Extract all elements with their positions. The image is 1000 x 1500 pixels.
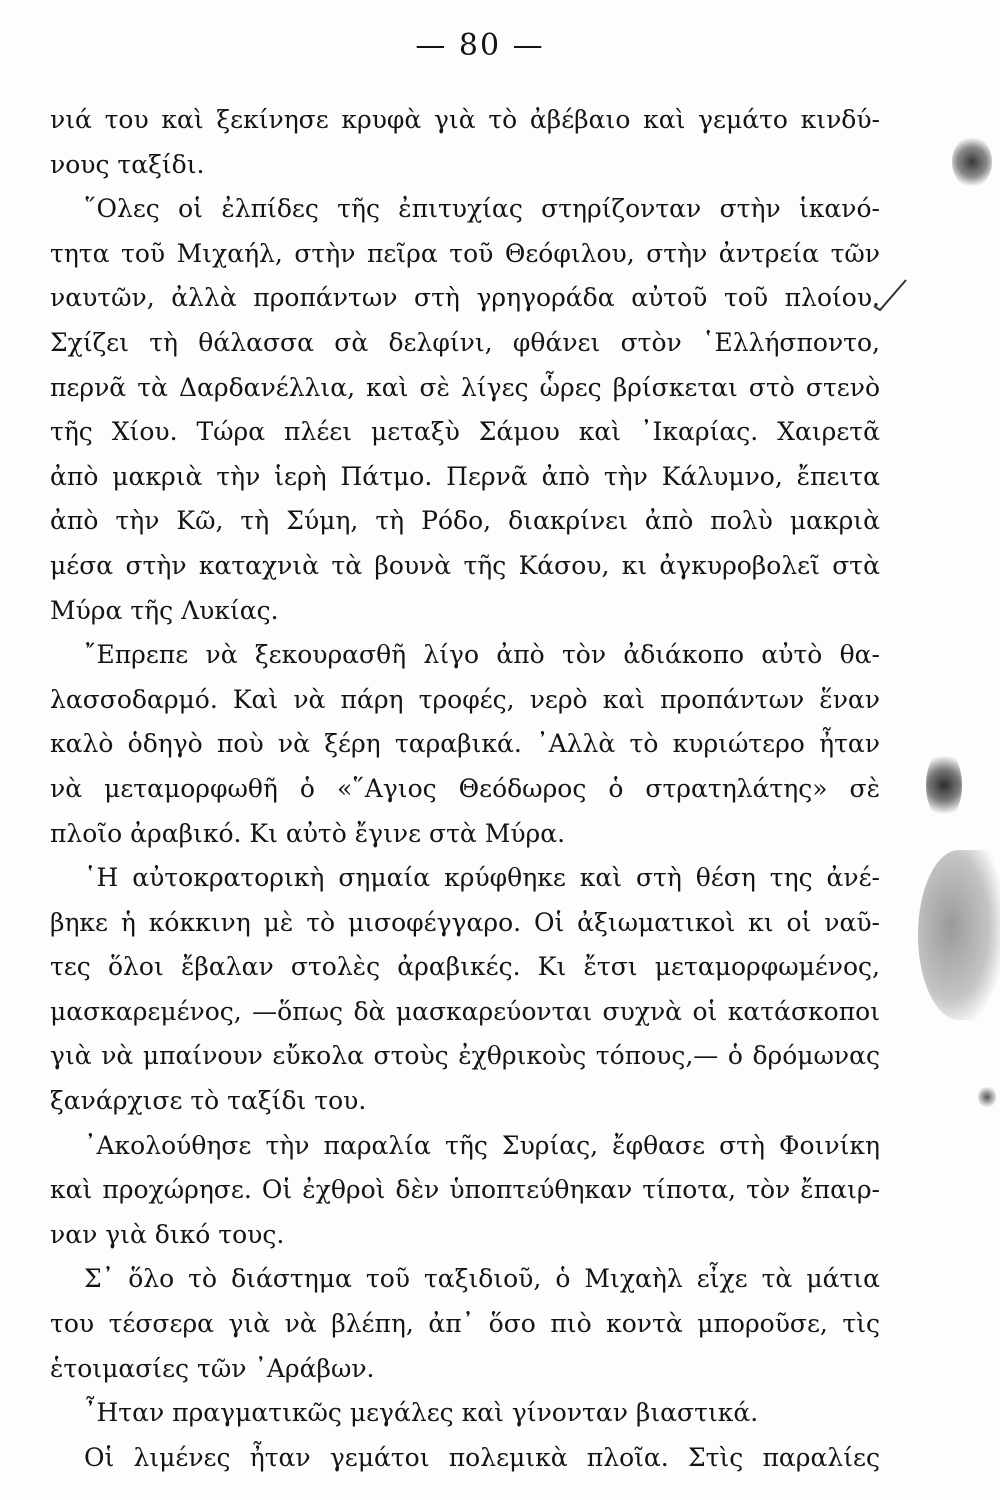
text-line: ᾿Ακολούθησε τὴν παραλία τῆς Συρίας, ἔφθασε στὴ Φοινίκη [84,1130,880,1160]
body-text [50,98,880,1480]
text-line: τες ὅλοι ἔβαλαν στολὲς ἀραβικές. Κι ἔτσι μεταμορφωμένος, [50,952,880,982]
text-line: γιὰ νὰ μπαίνουν εὔκολα στοὺς ἐχθρικοὺς τόπους,— ὁ δρόμωνας [50,1041,880,1071]
text-line: ἀπὸ τὴν Κῶ, τὴ Σύμη, τὴ Ρόδο, διακρίνει ἀπὸ πολὺ μακριὰ [50,506,880,536]
ink-stain [926,750,962,820]
text-line: ἀπὸ μακριὰ τὴν ἱερὴ Πάτμο. Περνᾶ ἀπὸ τὴν Κάλυμνο, ἔπειτα [50,461,880,491]
text-line: νὰ μεταμορφωθῆ ὁ «῞Αγιος Θεόδωρος ὁ στρατηλάτης» σὲ [50,773,880,803]
text-line: Σ᾿ ὅλο τὸ διάστημα τοῦ ταξιδιοῦ, ὁ Μιχαὴλ εἶχε τὰ μάτια [84,1264,880,1294]
text-line: ῞Ολες οἱ ἐλπίδες τῆς ἐπιτυχίας στηρίζονταν στὴν ἱκανό- [84,194,880,224]
text-line: νιά του καὶ ξεκίνησε κρυφὰ γιὰ τὸ ἀβέβαιο καὶ γεμάτο κινδύ- [50,105,880,134]
text-line: Οἱ λιμένες ἦταν γεμάτοι πολεμικὰ πλοῖα. Στὶς παραλίες [84,1442,880,1472]
text-line: πλοῖο ἀραβικό. Κι αὐτὸ ἔγινε στὰ Μύρα. [50,818,566,848]
text-line: νους ταξίδι. [50,149,205,179]
text-line: ναυτῶν, ἀλλὰ προπάντων στὴ γρηγοράδα αὐτοῦ τοῦ πλοίου. [50,283,880,313]
ink-stain [952,136,992,188]
text-line: τητα τοῦ Μιχαήλ, στὴν πεῖρα τοῦ Θεόφιλου, στὴν ἀντρεία τῶν [50,238,880,268]
text-line: ῎Επρεπε νὰ ξεκουρασθῆ λίγο ἀπὸ τὸν ἀδιάκοπο αὐτὸ θα- [84,640,880,670]
page-number: — 80 — [415,28,545,63]
pencil-check-mark-icon [870,276,910,316]
text-line: του τέσσερα γιὰ νὰ βλέπη, ἀπ᾿ ὅσο πιὸ κοντὰ μποροῦσε, τὶς [50,1309,880,1339]
water-stain [918,850,1000,1020]
text-line: βηκε ἡ κόκκινη μὲ τὸ μισοφέγγαρο. Οἱ ἀξιωματικοὶ κι οἱ ναῦ- [50,907,880,937]
text-line: καλὸ ὁδηγὸ ποὺ νὰ ξέρη ταραβικά. ᾿Αλλὰ τὸ κυριώτερο ἦταν [50,729,880,759]
text-line: μέσα στὴν καταχνιὰ τὰ βουνὰ τῆς Κάσου, κι ἀγκυροβολεῖ στὰ [50,550,880,580]
text-line: ἑτοιμασίες τῶν ᾿Αράβων. [50,1353,375,1383]
text-line: ναν γιὰ δικό τους. [50,1219,285,1249]
text-line: καὶ προχώρησε. Οἱ ἐχθροὶ δὲν ὑποπτεύθηκαν τίποτα, τὸν ἔπαιρ- [50,1175,880,1205]
text-line: λασσοδαρμό. Καὶ νὰ πάρη τροφές, νερὸ καὶ προπάντων ἕναν [50,684,880,714]
ink-stain [978,1086,996,1108]
text-line: Μύρα τῆς Λυκίας. [50,595,279,625]
text-line: περνᾶ τὰ Δαρδανέλλια, καὶ σὲ λίγες ὧρες βρίσκεται στὸ στενὸ [50,372,880,402]
text-line: τῆς Χίου. Τώρα πλέει μεταξὺ Σάμου καὶ ᾿Ικαρίας. Χαιρετᾶ [50,417,880,447]
text-line: ξανάρχισε τὸ ταξίδι του. [50,1086,367,1116]
text-line: ῾Η αὐτοκρατορικὴ σημαία κρύφθηκε καὶ στὴ θέση της ἀνέ- [84,863,880,893]
text-line: Σχίζει τὴ θάλασσα σὰ δελφίνι, φθάνει στὸν ῾Ελλήσποντο, [50,327,880,357]
text-line: ῏Ηταν πραγματικῶς μεγάλες καὶ γίνονταν βιαστικά. [84,1398,759,1428]
text-line: μασκαρεμένος, —ὅπως δὰ μασκαρεύονται συχνὰ οἱ κατάσκοποι [50,996,880,1026]
